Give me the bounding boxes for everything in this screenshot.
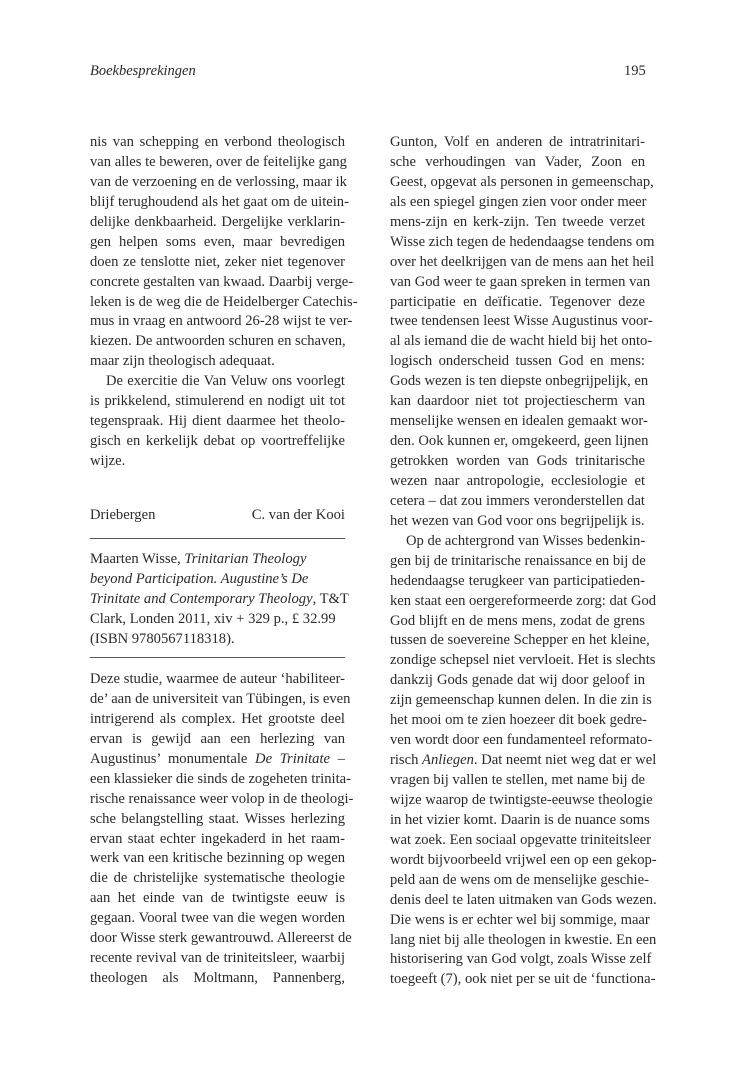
text-line (390, 153, 645, 173)
text-line: mus in vraag en antwoord 26-28 wijst te ver- (90, 313, 353, 330)
text-line (390, 911, 650, 931)
text-line: De exercitie die Van Veluw ons voorlegt (106, 373, 345, 390)
text-segment: de’ aan de universiteit van Tübingen, is even (90, 690, 351, 707)
text-segment: logisch onderscheid tussen God en mens: (390, 353, 645, 370)
text-line (390, 412, 648, 432)
text-line: gen helpen soms even, maar bevredigen (90, 233, 345, 250)
text-segment: ervan staat echter ingekaderd in het raam- (90, 830, 345, 847)
text-segment: wordt bijvoorbeeld vrijwel een op een gekop- (390, 851, 657, 868)
text-segment: menselijke wensen en idealen gemaakt wor- (390, 413, 648, 430)
text-segment: lang niet bij alle theologen in kwestie. En een (390, 931, 657, 948)
text-line: doen ze tenslotte niet, zeker niet tegenover (90, 253, 345, 270)
text-line: delijke denkbaarheid. Dergelijke verklarin- (90, 213, 345, 230)
running-title: Boekbesprekingen (90, 63, 196, 79)
text-segment: peld aan de wens om de menselijke geschie- (390, 871, 649, 888)
text-line (90, 730, 345, 750)
text-line (390, 432, 649, 452)
text-line (90, 770, 351, 790)
text-segment: mens-zijn en kerk-zijn. Ten tweede verzet (390, 213, 645, 230)
text-line (390, 791, 653, 811)
text-segment: Deze studie, waarmee de auteur ‘habiliteer- (90, 671, 345, 687)
text-segment: historisering van God volgt, zoals Wisse zelf (390, 951, 652, 968)
text-line (90, 810, 345, 830)
italic-text: Trinitate and Contemporary Theology (90, 590, 313, 607)
text-line (90, 570, 345, 590)
text-line: wijze. (90, 453, 126, 469)
text-segment: als een spiegel gingen zien voor onder meer (390, 193, 647, 210)
text-line: maar zijn theologisch adequaat. (90, 353, 275, 370)
text-segment: al als iemand die de wacht hield bij het onto- (390, 333, 653, 350)
text-line (390, 452, 645, 472)
text-segment: Gods wezen is ten diepste onbegrijpelijk, en (390, 373, 649, 390)
text-line (390, 352, 645, 372)
text-segment: wat zoek. Een sociaal opgevatte triniteitsleer (390, 831, 651, 848)
divider (90, 657, 345, 658)
text-line (390, 612, 645, 632)
text-line (390, 293, 645, 313)
text-line (390, 970, 656, 990)
text-line (390, 552, 645, 572)
text-line (90, 929, 352, 949)
text-line: leken is de weg die de Heidelberger Catechis- (90, 293, 358, 310)
text-line: tegenspraak. Hij dient daarmee het theolo- (90, 413, 345, 430)
text-segment: twee tendensen leest Wisse Augustinus voor- (390, 313, 653, 330)
text-line (390, 312, 653, 332)
text-segment: risch (390, 752, 423, 769)
text-segment: God blijft en de mens mens, zodat de grens (390, 612, 645, 629)
text-line (90, 790, 354, 810)
text-line: gisch en kerkelijk debat op voortreffelijke (90, 433, 345, 450)
text-line: nis van schepping en verbond theologisch (90, 134, 345, 150)
review-body-left (90, 670, 354, 989)
text-line (390, 751, 657, 771)
text-segment: van God weer te gaan spreken in termen van (390, 273, 651, 290)
text-line (390, 592, 657, 612)
text-line (90, 830, 345, 850)
italic-text: Trinitarian Theology (184, 551, 307, 567)
text-segment: ken staat een oergereformeerde zorg: dat God (390, 592, 657, 609)
text-segment: ven wordt door een fundamenteel reformato- (390, 732, 653, 749)
book-citation (90, 550, 349, 650)
text-segment: Die wens is er echter wel bij sommige, maar (390, 911, 650, 928)
text-line (390, 133, 645, 153)
text-segment: wezen naar antropologie, ecclesiologie et (390, 472, 645, 489)
review-body-right (390, 133, 657, 990)
text-segment: participatie en deïficatie. Tegenover deze (390, 293, 645, 310)
text-segment: – (330, 750, 345, 767)
text-line (390, 631, 650, 651)
text-segment: Geest, opgevat als personen in gemeenschap, (390, 173, 654, 190)
text-line: kiezen. De antwoorden schuren en schaven, (90, 333, 346, 350)
text-segment: (ISBN 9780567118318). (90, 630, 235, 647)
text-line (390, 332, 653, 352)
page-number: 195 (624, 63, 646, 79)
text-segment: zondige schepsel niet vervloeit. Het is slechts (390, 652, 656, 669)
text-line (390, 392, 645, 412)
text-line (90, 610, 345, 630)
review-ending-text (90, 133, 358, 472)
text-segment: rische renaissance weer volop in de theologi- (90, 790, 354, 807)
text-line (390, 253, 655, 273)
text-segment: in het vizier komt. Daarin is de nuance soms (390, 811, 650, 828)
text-segment: hedendaagse terugkeer van participatieden- (390, 572, 645, 589)
text-segment: gen bij de trinitarische renaissance en bij de (390, 552, 646, 569)
text-segment: . Dat neemt niet weg dat er wel (473, 752, 657, 769)
text-line (90, 849, 345, 869)
text-segment: cetera – dat zou immers veronderstellen dat (390, 492, 645, 509)
text-line (90, 670, 345, 690)
text-segment: door Wisse sterk gewantrouwd. Allereerst de (90, 930, 352, 947)
text-line (390, 173, 654, 193)
text-line: is prikkelend, stimulerend en nodigt uit tot (90, 393, 345, 410)
text-segment: Clark, Londen 2011, xiv + 329 p., £ 32.99 (90, 610, 336, 627)
text-line (390, 651, 656, 671)
text-line: concrete gestalten van kwaad. Daarbij verge- (90, 273, 354, 290)
text-line (390, 492, 645, 512)
text-line (390, 532, 645, 552)
text-line (390, 711, 645, 731)
text-segment: recente revival van de triniteitsleer, waarbij (90, 950, 345, 967)
text-line (90, 869, 345, 889)
text-line (390, 512, 645, 532)
text-line (90, 909, 345, 929)
text-segment: sche verhoudingen van Vader, Zoon en (390, 153, 645, 170)
text-line (390, 950, 652, 970)
text-line (390, 891, 657, 911)
text-segment: zijn gemeenschap kunnen delen. In die zin is (390, 692, 652, 709)
text-segment: dankzij Gods genade dat wij door geloof in (390, 672, 645, 689)
text-line (390, 691, 652, 711)
text-segment: het mooi om te zien hoezeer dit boek gedre- (390, 712, 647, 729)
text-line (390, 233, 655, 253)
text-segment: over het deelkrijgen van de mens aan het heil (390, 253, 655, 270)
text-segment: Gunton, Volf en anderen de intratrinitari- (390, 134, 645, 150)
text-segment: Maarten Wisse, (90, 551, 185, 567)
text-segment: het wezen van God voor ons begrijpelijk is. (390, 512, 645, 529)
text-line (390, 811, 650, 831)
text-line (90, 630, 345, 650)
text-line (90, 690, 351, 710)
text-line (90, 550, 345, 570)
signature-author: C. van der Kooi (251, 507, 345, 523)
text-line (90, 969, 345, 989)
text-line (390, 193, 645, 213)
text-line (390, 273, 651, 293)
text-line (390, 731, 653, 751)
text-line (390, 831, 651, 851)
text-segment: den. Ook kunnen er, omgekeerd, geen lijnen (390, 433, 649, 450)
text-line (90, 710, 345, 730)
text-segment: wijze waarop de twintigste-eeuwse theologie (390, 791, 653, 808)
text-line: blijf terughoudend als het gaat om de uitein- (90, 193, 349, 210)
text-line: van alles te beweren, over de feitelijke gang (90, 153, 347, 170)
text-segment: intrigerend als complex. Het grootste deel (90, 710, 345, 727)
italic-text: Anliegen (422, 752, 474, 769)
signature-place: Driebergen (90, 507, 156, 523)
text-segment: aan het einde van de twintigste eeuw is (90, 890, 345, 907)
text-segment: vragen bij vallen te stellen, met name bij de (390, 772, 645, 788)
text-segment: toegeeft (7), ook niet per se uit de ‘functiona- (390, 971, 656, 988)
text-line (390, 851, 657, 871)
text-line (390, 572, 645, 592)
text-segment: Augustinus’ monumentale (90, 750, 256, 767)
text-line (390, 671, 645, 691)
text-segment: Op de achtergrond van Wisses bedenkin- (406, 532, 646, 549)
divider (90, 538, 345, 539)
text-line (390, 372, 649, 392)
text-line (390, 871, 649, 891)
text-line (90, 590, 349, 610)
text-line (390, 472, 645, 492)
italic-text: De Trinitate (255, 750, 331, 767)
text-segment: , T&T (312, 590, 349, 607)
text-segment: ervan is gewijd aan een herlezing van (90, 730, 345, 747)
text-line (390, 931, 657, 951)
text-segment: getrokken worden van Gods trinitarische (390, 453, 645, 469)
text-segment: werk van een kritische bezinning op wegen (90, 850, 345, 867)
italic-text: beyond Participation. Augustine’s De (90, 570, 309, 587)
text-segment: gegaan. Vooral twee van die wegen worden (90, 910, 345, 927)
text-segment: een klassieker die sinds de zogeheten trinita- (90, 770, 351, 787)
text-segment: Wisse zich tegen de hedendaagse tendens om (390, 233, 655, 250)
text-segment: die de christelijke systematische theologie (90, 870, 345, 887)
text-line (90, 750, 345, 770)
text-line (90, 949, 345, 969)
text-line (90, 889, 345, 909)
text-line: van de verzoening en de verlossing, maar ik (90, 173, 347, 190)
text-segment: kan daardoor niet tot projectiescherm van (390, 393, 645, 410)
text-segment: denis deel te laten uitmaken van Gods wezen. (390, 891, 657, 908)
text-segment: sche belangstelling staat. Wisses herlezing (90, 810, 345, 827)
text-line (390, 771, 645, 791)
text-line (390, 213, 645, 233)
review-signature (90, 507, 345, 524)
text-segment: theologen als Moltmann, Pannenberg, (90, 970, 345, 987)
text-segment: tussen de soevereine Schepper en het kleine, (390, 632, 650, 649)
